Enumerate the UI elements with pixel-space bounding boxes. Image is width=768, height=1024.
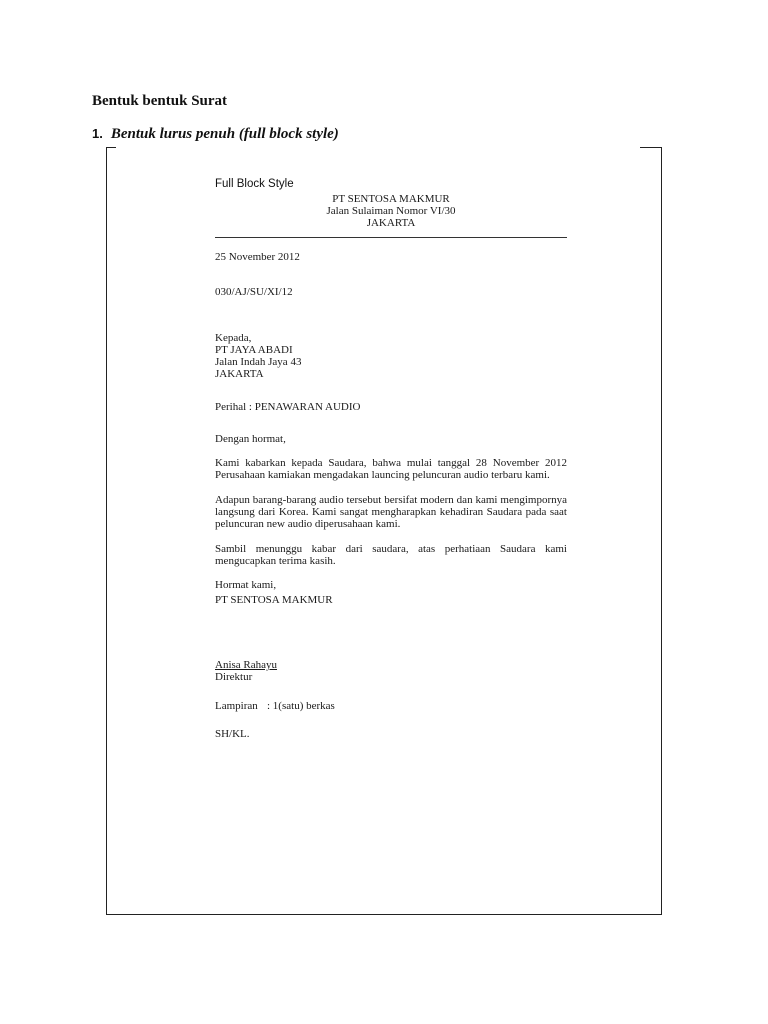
- section-number: 1.: [92, 126, 103, 141]
- letter-paragraph: Adapun barang-barang audio tersebut bersifat modern dan kami mengimpornya langsung dari Korea. Kami sangat mengharapkan kehadiran Saudara pada saat peluncuran new audio diperusahaan kami.: [215, 494, 567, 530]
- letter-paragraph: Sambil menunggu kabar dari saudara, atas perhatiaan Saudara kami mengucapkan terima kasih.: [215, 543, 567, 567]
- section-title: Bentuk lurus penuh (full block style): [110, 126, 339, 142]
- letter-date: 25 November 2012: [215, 251, 300, 263]
- letter-style-label: Full Block Style: [215, 178, 294, 190]
- attachment-label: Lampiran: [215, 700, 258, 712]
- attachment-value: : 1(satu) berkas: [267, 700, 335, 712]
- signer-name: Anisa Rahayu: [215, 659, 278, 671]
- recipient-address: Jalan Indah Jaya 43: [215, 356, 302, 368]
- frame-corner-left: [106, 147, 116, 148]
- letter-closing: Hormat kami,: [215, 579, 277, 591]
- letterhead-divider: [215, 237, 567, 238]
- letter-initials: SH/KL.: [215, 728, 250, 740]
- page-title: Bentuk bentuk Surat: [92, 93, 228, 109]
- letterhead: [215, 193, 567, 229]
- signature-block: [215, 659, 567, 683]
- letterhead-address: Jalan Sulaiman Nomor VI/30: [326, 205, 456, 217]
- frame-corner-right: [640, 147, 661, 148]
- letter-closing-company: PT SENTOSA MAKMUR: [215, 594, 333, 606]
- letter-greeting: Dengan hormat,: [215, 433, 286, 445]
- recipient-city: JAKARTA: [215, 368, 264, 380]
- letter-body: [215, 178, 567, 740]
- signer-title: Direktur: [215, 671, 253, 683]
- letterhead-city: JAKARTA: [366, 217, 416, 229]
- letter-subject: Perihal : PENAWARAN AUDIO: [215, 401, 361, 413]
- letter-paragraph: Kami kabarkan kepada Saudara, bahwa mulai tanggal 28 November 2012 Perusahaan kamiakan mengadakan launcing peluncuran audio terbaru kami.: [215, 457, 567, 481]
- recipient-block: [215, 332, 567, 380]
- recipient-name: PT JAYA ABADI: [215, 344, 293, 356]
- attachment-line: [215, 700, 567, 712]
- recipient-salutation: Kepada,: [215, 332, 252, 344]
- letterhead-company: PT SENTOSA MAKMUR: [332, 193, 450, 205]
- letter-reference: 030/AJ/SU/XI/12: [215, 286, 293, 298]
- section-heading: [92, 126, 339, 143]
